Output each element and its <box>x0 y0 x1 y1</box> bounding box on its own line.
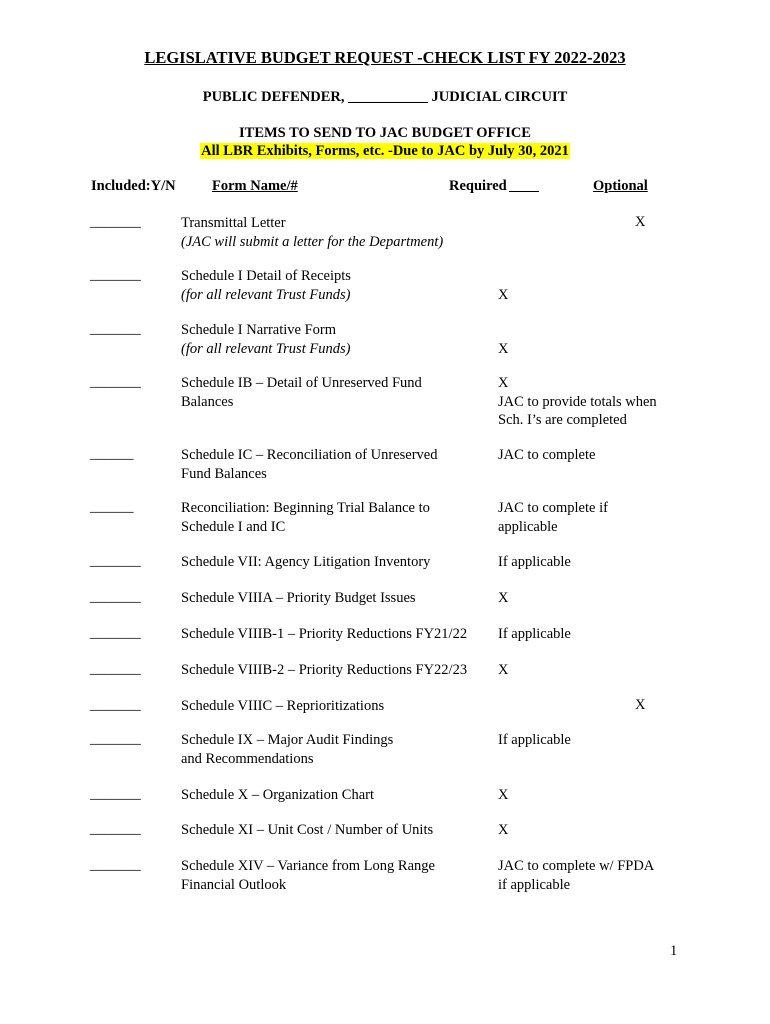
required-text <box>498 680 508 699</box>
required-text <box>498 750 571 769</box>
items-heading: ITEMS TO SEND TO JAC BUDGET OFFICE <box>239 125 531 141</box>
required-text <box>498 697 502 716</box>
required-text: If applicable <box>498 732 571 748</box>
form-note: (for all relevant Trust Funds) <box>181 286 351 303</box>
form-name-cell <box>181 446 438 483</box>
required-cell <box>498 553 571 609</box>
form-name-cell <box>181 857 435 894</box>
form-name-cell <box>181 267 351 304</box>
required-text: JAC to complete <box>498 447 596 463</box>
required-text: X <box>498 340 509 357</box>
required-text: applicable <box>498 518 558 535</box>
form-note: (for all relevant Trust Funds) <box>181 340 351 357</box>
column-header-form-label: Form Name/# <box>212 178 298 194</box>
form-name: Schedule I Detail of Receipts <box>181 268 351 284</box>
required-text: X <box>498 662 509 678</box>
form-name: Schedule VII: Agency Litigation Inventory <box>181 554 431 570</box>
required-text <box>498 644 571 663</box>
required-cell <box>498 321 508 377</box>
required-text: If applicable <box>498 626 571 642</box>
required-text <box>498 465 595 484</box>
included-blank[interactable]: _______ <box>90 661 141 677</box>
required-text <box>498 267 508 286</box>
page-title: LEGISLATIVE BUDGET REQUEST -CHECK LIST FY 2022-2023 <box>144 48 626 67</box>
required-text <box>498 304 508 323</box>
required-cell <box>498 731 571 787</box>
optional-mark: X <box>635 697 646 713</box>
form-name-cell <box>181 625 467 644</box>
form-name-cell <box>181 499 430 536</box>
required-cell <box>498 499 608 555</box>
form-name-cell <box>181 731 393 768</box>
form-name: Schedule VIIIC – Reprioritizations <box>181 698 385 714</box>
required-text: JAC to complete if <box>498 500 608 516</box>
included-blank[interactable]: _______ <box>90 857 141 873</box>
required-cell <box>498 625 571 681</box>
form-name-cell <box>181 589 416 608</box>
column-header-required-label: Required <box>449 178 507 194</box>
form-name: Schedule IC – Reconciliation of Unreserved <box>181 447 438 463</box>
form-name: Schedule VIIIA – Priority Budget Issues <box>181 590 416 606</box>
included-blank[interactable]: ______ <box>90 446 134 462</box>
form-note: and Recommendations <box>181 750 314 767</box>
included-blank[interactable]: _______ <box>90 625 141 641</box>
required-text: X <box>498 822 509 838</box>
form-name: Schedule IX – Major Audit Findings <box>181 732 394 748</box>
form-name: Schedule IB – Detail of Unreserved Fund <box>181 375 422 391</box>
required-text: X <box>498 590 509 606</box>
form-name: Schedule VIIIB-1 – Priority Reductions FY21/22 <box>181 626 468 642</box>
required-text: X <box>498 787 509 803</box>
included-blank[interactable]: _______ <box>90 321 141 337</box>
required-text: if applicable <box>498 876 571 893</box>
required-text: JAC to provide totals when <box>498 393 657 410</box>
required-text: X <box>498 375 509 391</box>
form-name: Transmittal Letter <box>181 215 286 231</box>
form-note: Financial Outlook <box>181 876 287 893</box>
due-date-note <box>0 143 770 160</box>
required-text <box>498 590 571 609</box>
included-blank[interactable]: _______ <box>90 374 141 390</box>
form-name: Schedule XI – Unit Cost / Number of Units <box>181 822 434 838</box>
required-text <box>498 214 502 233</box>
form-note: Schedule I and IC <box>181 518 286 535</box>
included-blank[interactable]: _______ <box>90 214 141 230</box>
required-cell <box>498 214 502 270</box>
included-blank[interactable]: _______ <box>90 821 141 837</box>
form-name-cell <box>181 553 430 572</box>
included-blank[interactable]: _______ <box>90 697 141 713</box>
required-cell <box>498 267 508 323</box>
form-name-cell <box>181 374 422 411</box>
required-text: JAC to complete w/ FPDA <box>498 858 655 874</box>
included-blank[interactable]: _______ <box>90 553 141 569</box>
form-name: Reconciliation: Beginning Trial Balance to <box>181 500 430 516</box>
required-text: Sch. I’s are completed <box>498 412 627 428</box>
optional-mark: X <box>635 214 646 230</box>
required-text <box>498 662 571 681</box>
required-text: If applicable <box>498 554 571 570</box>
included-blank[interactable]: _______ <box>90 589 141 605</box>
form-note: Fund Balances <box>181 465 267 482</box>
form-name-cell <box>181 697 384 716</box>
included-blank[interactable]: ______ <box>90 499 134 515</box>
form-name: Schedule XIV – Variance from Long Range <box>181 858 435 874</box>
due-date-highlight: All LBR Exhibits, Forms, etc. -Due to JAC by July 30, 2021 <box>201 143 569 159</box>
form-note: Balances <box>181 393 234 410</box>
form-name: Schedule I Narrative Form <box>181 322 337 338</box>
required-cell <box>498 857 654 913</box>
page-subtitle: PUBLIC DEFENDER, ___________ JUDICIAL CIRCUIT <box>202 89 568 105</box>
included-blank[interactable]: _______ <box>90 786 141 802</box>
required-text <box>498 572 571 591</box>
form-name-cell <box>181 821 433 840</box>
required-text <box>498 536 608 555</box>
form-name: Schedule VIIIB-2 – Priority Reductions FY22/23 <box>181 662 468 678</box>
required-text <box>498 894 654 913</box>
included-blank[interactable]: _______ <box>90 731 141 747</box>
page-number: 1 <box>670 943 678 959</box>
required-text <box>498 768 571 787</box>
column-header-optional: Optional <box>593 178 648 194</box>
form-name-cell <box>181 661 467 680</box>
required-cell <box>498 374 657 430</box>
column-header-included: Included:Y/N <box>91 178 176 194</box>
form-name-cell <box>181 786 374 805</box>
required-text: X <box>498 286 509 303</box>
included-blank[interactable]: _______ <box>90 267 141 283</box>
required-cell <box>498 446 595 502</box>
form-name-cell <box>181 214 443 251</box>
column-header-form <box>212 178 388 195</box>
required-text <box>498 608 508 627</box>
form-name-cell <box>181 321 350 358</box>
required-text <box>498 321 508 340</box>
required-text <box>498 840 508 859</box>
form-name: Schedule X – Organization Chart <box>181 787 375 803</box>
required-text <box>498 233 502 252</box>
form-note: (JAC will submit a letter for the Department) <box>181 233 444 250</box>
